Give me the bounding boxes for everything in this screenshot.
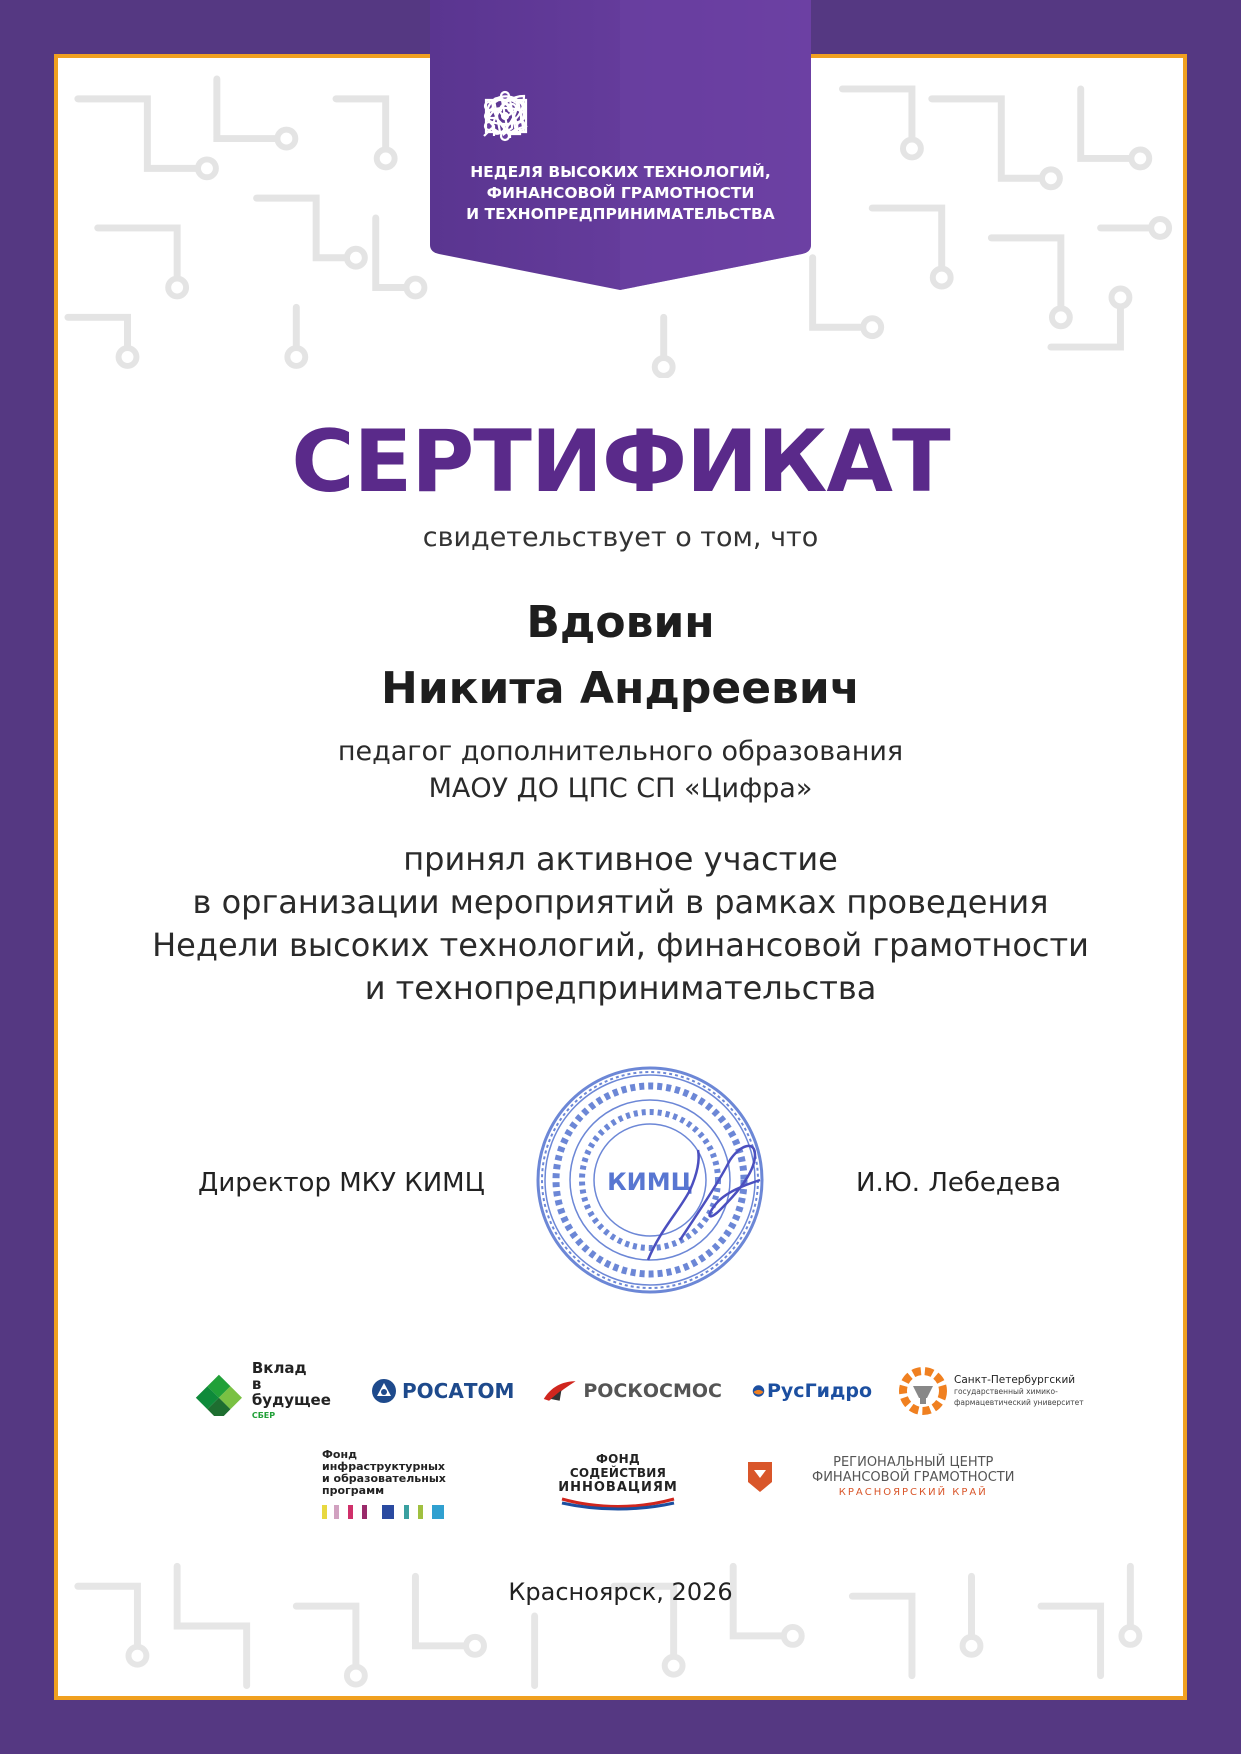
body-line-1: принял активное участие — [403, 840, 838, 878]
body-line-2: в организации мероприятий в рамках проведения — [192, 883, 1049, 921]
rosatom-mark-icon — [370, 1377, 398, 1405]
bars-icon — [653, 88, 703, 144]
logo-rushydro: РусГидро — [752, 1374, 872, 1408]
body-line-3: Недели высоких технологий, финансовой грамотности — [152, 926, 1089, 964]
official-stamp — [530, 1060, 770, 1300]
vklad-mark-icon — [192, 1368, 246, 1416]
fiop-color-bars — [322, 1505, 462, 1519]
logo-rosatom: РОСАТОМ — [370, 1376, 515, 1406]
banner-icons — [480, 88, 761, 144]
logo-vklad: Вклад в будущее СБЕР — [192, 1366, 342, 1418]
atom-icon — [711, 88, 761, 144]
recipient-surname: Вдовин — [526, 597, 715, 648]
head-icon — [596, 88, 646, 144]
banner-title: НЕДЕЛЯ ВЫСОКИХ ТЕХНОЛОГИЙ, ФИНАНСОВОЙ ГРАМОТНОСТИ И ТЕХНОПРЕДПРИНИМАТЕЛЬСТВА — [466, 163, 775, 223]
fsi-flag-swoosh — [558, 1495, 678, 1511]
circuit-pattern-bottom — [58, 1546, 1183, 1696]
logo-fsi: ФОНД СОДЕЙСТВИЯ ИННОВАЦИЯМ — [558, 1452, 678, 1508]
logo-spbhfu: Санкт-Петербургский государственный химико- фармацевтический университет — [896, 1364, 1086, 1418]
certificate-subtitle: свидетельствует о том, что — [422, 522, 819, 553]
rushydro-mark-icon — [752, 1374, 765, 1408]
body-line-4: и технопредпринимательства — [364, 969, 877, 1007]
logo-fiop: Фонд инфраструктурных и образовательных программ — [322, 1449, 482, 1513]
place-and-date: Красноярск, 2026 — [508, 1578, 733, 1606]
rcfg-mark-icon — [746, 1460, 774, 1494]
certificate-title: СЕРТИФИКАТ — [291, 412, 950, 512]
roscosmos-mark-icon — [542, 1378, 577, 1404]
spbhfu-mark-icon — [896, 1364, 950, 1418]
signatory-name: И.Ю. Лебедева — [856, 1168, 1062, 1198]
recipient-organization: МАОУ ДО ЦПС СП «Цифра» — [428, 773, 813, 804]
signatory-role: Директор МКУ КИМЦ — [198, 1168, 485, 1198]
logo-rcfg: РЕГИОНАЛЬНЫЙ ЦЕНТР ФИНАНСОВОЙ ГРАМОТНОСТИ КРАСНОЯРСКИЙ КРАЙ — [746, 1450, 1026, 1504]
stamp-center-text: КИМЦ — [607, 1168, 693, 1196]
recipient-given-names: Никита Андреевич — [381, 663, 860, 714]
rocket-icon — [538, 88, 588, 144]
event-banner — [430, 0, 811, 290]
recipient-position: педагог дополнительного образования — [337, 736, 904, 767]
logo-roscosmos: РОСКОСМОС — [542, 1376, 722, 1406]
